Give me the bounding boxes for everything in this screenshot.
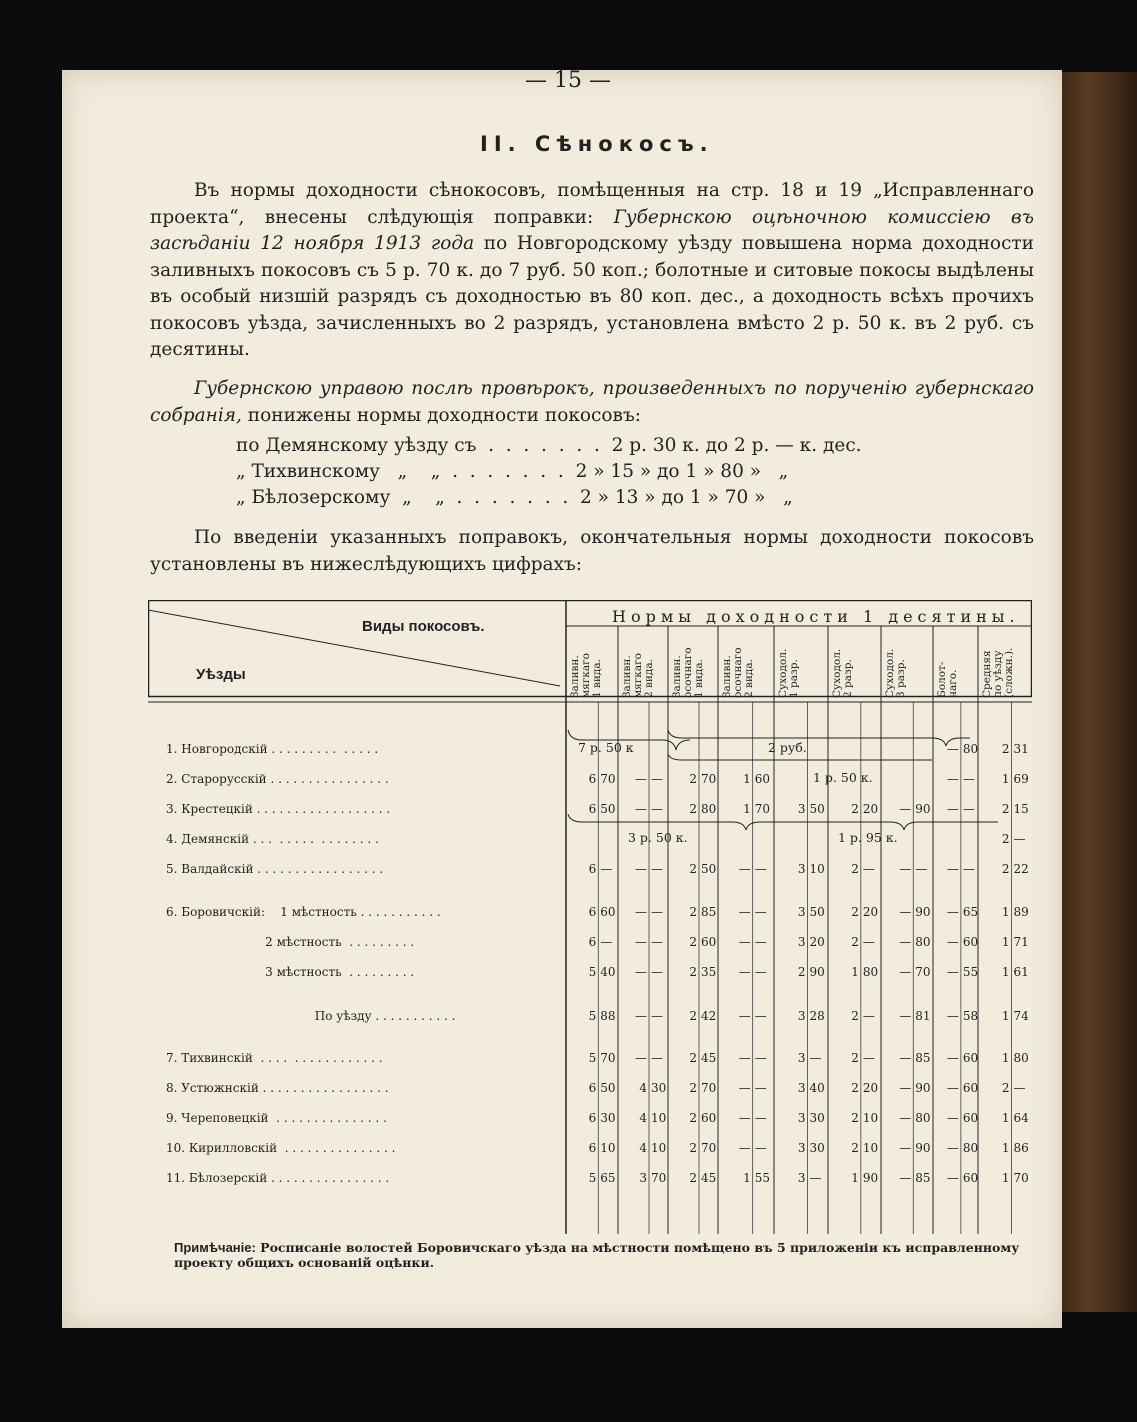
rubles-cell: 3 [797, 862, 806, 876]
kopecks-cell: — [962, 772, 975, 786]
table-row [148, 1081, 1032, 1103]
column-header-text: Суходол. 2 разр. [831, 648, 854, 698]
kopecks-cell: 20 [862, 905, 879, 919]
rubles-cell: — [899, 905, 912, 919]
paragraph-3 [150, 525, 1034, 578]
rubles-cell: 2 [689, 1051, 697, 1065]
kopecks-cell: — [754, 935, 767, 949]
kopecks-cell: 31 [1013, 742, 1029, 756]
kopecks-cell: 64 [1013, 1111, 1029, 1125]
kopecks-cell: 30 [651, 1081, 667, 1095]
rubles-cell: 2 [689, 802, 697, 816]
kopecks-cell: 85 [701, 905, 717, 919]
rubles-cell: 2 [689, 935, 697, 949]
kopecks-cell: 90 [809, 965, 825, 979]
kopecks-cell: — [1013, 832, 1026, 846]
kopecks-cell: 65 [600, 1171, 616, 1185]
rubles-cell: 2 [689, 965, 697, 979]
kopecks-cell: 50 [809, 905, 825, 919]
district-name: 3 мѣстность . . . . . . . . . [166, 965, 415, 979]
kopecks-cell: 60 [962, 1081, 979, 1095]
kopecks-cell: 85 [915, 1171, 931, 1185]
kopecks-cell: 45 [701, 1171, 717, 1185]
rubles-cell: — [946, 935, 959, 949]
district-name: 6. Боровичскій: 1 мѣстность . . . . . . . . . . . [166, 905, 441, 919]
rate-line: по Демянскому уѣзду съ . . . . . . . 2 р. 30 к. до 2 р. — к. дес. [236, 435, 862, 456]
district-name: 10. Кирилловскій . . . . . . . . . . . . . . . [166, 1141, 396, 1155]
column-header [622, 626, 662, 698]
rate-changes-list [236, 433, 976, 511]
rubles-cell: — [635, 1051, 647, 1065]
kopecks-cell: 80 [962, 742, 979, 756]
rubles-cell: 2 [689, 862, 697, 876]
rubles-cell: — [946, 862, 959, 876]
kopecks-cell: 20 [862, 1081, 879, 1095]
kopecks-cell: 85 [915, 1051, 931, 1065]
kopecks-cell: 70 [754, 802, 770, 816]
kopecks-cell: 35 [701, 965, 717, 979]
kopecks-cell: 45 [701, 1051, 717, 1065]
kopecks-cell: — [754, 862, 767, 876]
district-name: 2 мѣстность . . . . . . . . . [166, 935, 415, 949]
rubles-cell: 1 [851, 1171, 859, 1185]
rubles-cell: 6 [588, 862, 597, 876]
district-name: 8. Устюжнскій . . . . . . . . . . . . . . . . . [166, 1081, 389, 1095]
rubles-cell: 2 [689, 1171, 697, 1185]
table-row [148, 905, 1032, 927]
kopecks-cell: 10 [651, 1141, 667, 1155]
kopecks-cell: — [651, 905, 663, 919]
rubles-cell: 5 [588, 1171, 597, 1185]
rubles-cell: — [946, 905, 959, 919]
kopecks-cell: 40 [600, 965, 616, 979]
rubles-cell: 1 [1001, 1009, 1010, 1023]
table-row [148, 1171, 1032, 1193]
rubles-cell: 3 [797, 802, 806, 816]
table-row [148, 1111, 1032, 1133]
district-name: 4. Демянскій . . . . . . . . . . . . . . . . [166, 832, 379, 846]
column-header [570, 626, 610, 698]
rubles-cell: 3 [797, 935, 806, 949]
kopecks-cell: 70 [915, 965, 931, 979]
kopecks-cell: — [651, 1009, 663, 1023]
merged-value: 3 р. 50 к. [628, 830, 688, 845]
kopecks-cell: 10 [862, 1111, 879, 1125]
rubles-cell: — [899, 1081, 912, 1095]
rubles-cell: 2 [689, 905, 697, 919]
kopecks-cell: 50 [600, 1081, 616, 1095]
kopecks-cell: 90 [915, 1081, 931, 1095]
kopecks-cell: — [754, 1111, 767, 1125]
column-header-text: Заливн. осочнаго 2 вида. [721, 647, 755, 698]
rubles-cell: 3 [639, 1171, 647, 1185]
rubles-cell: — [635, 965, 647, 979]
column-header [982, 626, 1022, 698]
rubles-cell: 1 [1001, 1111, 1010, 1125]
kopecks-cell: 80 [701, 802, 717, 816]
rubles-cell: 1 [1001, 1051, 1010, 1065]
table-row [148, 862, 1032, 884]
rubles-cell: — [946, 742, 959, 756]
section-title: II. Сѣнокосъ. [480, 132, 714, 156]
paragraph-2-italic: Губернскою управою послѣ провѣрокъ, произведенныхъ по порученію губернскаго собранія, [150, 378, 1034, 426]
column-header [722, 626, 762, 698]
column-header-text: Суходол. 3 разр. [884, 648, 907, 698]
kopecks-cell: 10 [809, 862, 825, 876]
kopecks-cell: 70 [701, 1081, 717, 1095]
kopecks-cell: — [651, 802, 663, 816]
rate-line: „ Тихвинскому „ „ . . . . . . . 2 » 15 » до 1 » 80 » „ [236, 461, 789, 482]
rubles-cell: — [899, 802, 912, 816]
kopecks-cell: 15 [1013, 802, 1029, 816]
rubles-cell: 3 [797, 1171, 806, 1185]
paragraph-1-text-c: по Новгородскому уѣзду повышена норма доходности заливныхъ покосовъ съ 5 р. 70 к. до 7 руб. 50 коп.; болотные и ситовые покосы выдѣлены въ особый низшій разрядъ съ доходностью въ 80 коп. дес., а доходность всѣхъ прочихъ покосовъ уѣзда, зачисленныхъ во 2 разрядъ, установлена вмѣсто 2 р. 50 к. въ 2 руб. съ десятины. [150, 233, 1034, 360]
column-header [832, 626, 872, 698]
kopecks-cell: 20 [862, 802, 879, 816]
kopecks-cell: 90 [915, 905, 931, 919]
kopecks-cell: 65 [962, 905, 979, 919]
rubles-cell: — [738, 1081, 751, 1095]
rubles-cell: 5 [588, 1051, 597, 1065]
rubles-cell: 1 [1001, 1171, 1010, 1185]
district-name: 5. Валдайскій . . . . . . . . . . . . . . . . . [166, 862, 384, 876]
kopecks-cell: — [754, 1051, 767, 1065]
paragraph-3-text: По введеніи указанныхъ поправокъ, окончательныя нормы доходности покосовъ установлены въ нижеслѣдующихъ цифрахъ: [150, 527, 1034, 575]
column-header [672, 626, 712, 698]
table-row [148, 1009, 1032, 1031]
rubles-cell: — [899, 935, 912, 949]
header-districts-label: Уѣзды [196, 666, 246, 683]
rubles-cell: 1 [1001, 905, 1010, 919]
district-name: 3. Крестецкій . . . . . . . . . . . . . . . . . . [166, 802, 391, 816]
rubles-cell: 2 [851, 1081, 859, 1095]
norms-table [148, 600, 1032, 1234]
kopecks-cell: — [651, 862, 663, 876]
rubles-cell: — [738, 1009, 751, 1023]
rubles-cell: 2 [689, 1111, 697, 1125]
kopecks-cell: — [809, 1171, 822, 1185]
kopecks-cell: — [862, 1051, 875, 1065]
kopecks-cell: 81 [915, 1009, 931, 1023]
kopecks-cell: 55 [962, 965, 979, 979]
kopecks-cell: — [1013, 1081, 1026, 1095]
column-header-text: Суходол. 1 разр. [777, 648, 800, 698]
kopecks-cell: — [962, 862, 975, 876]
kopecks-cell: — [754, 1009, 767, 1023]
district-name: 9. Череповецкій . . . . . . . . . . . . . . . [166, 1111, 387, 1125]
rubles-cell: 1 [1001, 1141, 1010, 1155]
kopecks-cell: 60 [701, 1111, 717, 1125]
rubles-cell: 1 [743, 772, 751, 786]
kopecks-cell: 10 [600, 1141, 616, 1155]
kopecks-cell: 60 [754, 772, 770, 786]
column-header-text: Болот- наго. [936, 661, 959, 698]
rubles-cell: — [738, 935, 751, 949]
column-header [937, 626, 977, 698]
rubles-cell: — [738, 905, 751, 919]
rubles-cell: 2 [851, 802, 859, 816]
rubles-cell: 1 [743, 802, 751, 816]
kopecks-cell: 90 [862, 1171, 879, 1185]
kopecks-cell: 30 [809, 1111, 825, 1125]
merged-value: 1 р. 95 к. [838, 830, 898, 845]
rubles-cell: — [946, 1081, 959, 1095]
rubles-cell: — [899, 1111, 912, 1125]
rubles-cell: 4 [639, 1111, 647, 1125]
rubles-cell: 4 [639, 1081, 647, 1095]
rubles-cell: 6 [588, 1141, 597, 1155]
kopecks-cell: 60 [962, 935, 979, 949]
rubles-cell: 2 [851, 862, 859, 876]
rubles-cell: 2 [689, 1081, 697, 1095]
rubles-cell: 3 [797, 1081, 806, 1095]
rubles-cell: — [738, 1111, 751, 1125]
footnote-text: Росписаніе волостей Боровичскаго уѣзда на мѣстности помѣщено въ 5 приложеніи къ исправленному проекту общихъ основаній оцѣнки. [174, 1240, 1020, 1270]
kopecks-cell: 60 [962, 1111, 979, 1125]
rubles-cell: — [635, 935, 647, 949]
kopecks-cell: 42 [701, 1009, 717, 1023]
kopecks-cell: — [809, 1051, 822, 1065]
rubles-cell: 2 [1001, 742, 1010, 756]
kopecks-cell: 70 [701, 772, 717, 786]
table-row [148, 965, 1032, 987]
rubles-cell: — [946, 1111, 959, 1125]
rubles-cell: — [635, 1009, 647, 1023]
rubles-cell: — [738, 965, 751, 979]
kopecks-cell: 61 [1013, 965, 1029, 979]
kopecks-cell: 90 [915, 802, 931, 816]
rate-line: „ Бѣлозерскому „ „ . . . . . . . 2 » 13 » до 1 » 70 » „ [236, 487, 793, 508]
paragraph-2-text: понижены нормы доходности покосовъ: [241, 404, 641, 426]
kopecks-cell: 70 [701, 1141, 717, 1155]
rubles-cell: — [635, 862, 647, 876]
kopecks-cell: 58 [962, 1009, 979, 1023]
table-row [148, 935, 1032, 957]
rubles-cell: 6 [588, 1111, 597, 1125]
rubles-cell: 5 [588, 965, 597, 979]
kopecks-cell: 70 [600, 1051, 616, 1065]
kopecks-cell: 80 [962, 1141, 979, 1155]
rubles-cell: — [899, 965, 912, 979]
kopecks-cell: 10 [862, 1141, 879, 1155]
rubles-cell: 6 [588, 1081, 597, 1095]
rubles-cell: — [635, 905, 647, 919]
footnote-label: Примѣчаніе: [174, 1240, 256, 1255]
rubles-cell: 1 [743, 1171, 751, 1185]
kopecks-cell: — [915, 862, 928, 876]
rubles-cell: 3 [797, 1141, 806, 1155]
rubles-cell: 1 [851, 965, 859, 979]
kopecks-cell: 28 [809, 1009, 825, 1023]
kopecks-cell: — [754, 1081, 767, 1095]
kopecks-cell: 60 [600, 905, 616, 919]
column-header-text: Заливн. мягкаго 2 вида. [621, 653, 655, 698]
kopecks-cell: — [862, 1009, 875, 1023]
kopecks-cell: — [962, 802, 975, 816]
rubles-cell: 2 [797, 965, 806, 979]
kopecks-cell: — [600, 862, 613, 876]
kopecks-cell: 22 [1013, 862, 1029, 876]
kopecks-cell: — [651, 1051, 663, 1065]
rubles-cell: 2 [851, 1141, 859, 1155]
column-header-text: Заливн. осочнаго 1 вида. [671, 647, 705, 698]
book-spine [1058, 72, 1137, 1312]
rubles-cell: 3 [797, 905, 806, 919]
rubles-cell: — [946, 802, 959, 816]
kopecks-cell: 71 [1013, 935, 1029, 949]
merged-value: 7 р. 50 к [578, 740, 634, 755]
kopecks-cell: — [600, 935, 613, 949]
kopecks-cell: 50 [600, 802, 616, 816]
kopecks-cell: — [754, 1141, 767, 1155]
kopecks-cell: 90 [915, 1141, 931, 1155]
rubles-cell: — [635, 802, 647, 816]
rubles-cell: — [738, 1051, 751, 1065]
paragraph-1-italic: Губернскою оцѣночною комиссіею въ засѣданіи 12 ноября 1913 года [150, 206, 1034, 254]
rubles-cell: 1 [1001, 772, 1010, 786]
kopecks-cell: 30 [809, 1141, 825, 1155]
header-types-label: Виды покосовъ. [362, 618, 485, 635]
rubles-cell: 1 [1001, 965, 1010, 979]
rubles-cell: 2 [851, 905, 859, 919]
kopecks-cell: 40 [809, 1081, 825, 1095]
rubles-cell: 2 [1001, 862, 1010, 876]
rubles-cell: 2 [1001, 832, 1010, 846]
rubles-cell: 2 [851, 935, 859, 949]
rubles-cell: 2 [851, 1009, 859, 1023]
rubles-cell: — [946, 1141, 959, 1155]
district-name: 1. Новгородскій . . . . . . . . . . . . . . [166, 742, 379, 756]
kopecks-cell: 55 [754, 1171, 770, 1185]
rubles-cell: 2 [689, 1009, 697, 1023]
rubles-cell: 3 [797, 1009, 806, 1023]
rubles-cell: — [946, 1051, 959, 1065]
rubles-cell: — [738, 862, 751, 876]
table-row [148, 742, 1032, 764]
kopecks-cell: 70 [651, 1171, 667, 1185]
kopecks-cell: 74 [1013, 1009, 1029, 1023]
rubles-cell: 6 [588, 802, 597, 816]
rubles-cell: — [899, 1171, 912, 1185]
kopecks-cell: — [754, 905, 767, 919]
table-row [148, 1141, 1032, 1163]
kopecks-cell: 50 [809, 802, 825, 816]
paragraph-1-text-a: Въ нормы доходности сѣнокосовъ, помѣщенныя на стр. 18 и 19 „Исправленнаго проекта“, внесены слѣдующія поправки: [150, 180, 1034, 228]
rubles-cell: — [899, 862, 912, 876]
district-name: 2. Старорусскій . . . . . . . . . . . . . . . . [166, 772, 389, 786]
rubles-cell: 5 [588, 1009, 597, 1023]
kopecks-cell: 60 [962, 1051, 979, 1065]
kopecks-cell: 89 [1013, 905, 1029, 919]
table-row [148, 772, 1032, 794]
kopecks-cell: 60 [962, 1171, 979, 1185]
rubles-cell: — [946, 1009, 959, 1023]
district-name: 7. Тихвинскій . . . . . . . . . . . . . . . . [166, 1051, 383, 1065]
merged-value: 2 руб. [768, 740, 807, 755]
kopecks-cell: 80 [915, 935, 931, 949]
kopecks-cell: 10 [651, 1111, 667, 1125]
column-header-text: Заливн. мягкаго 1 вида. [569, 653, 603, 698]
kopecks-cell: 70 [1013, 1171, 1029, 1185]
rubles-cell: 2 [1001, 1081, 1010, 1095]
kopecks-cell: 30 [600, 1111, 616, 1125]
rubles-cell: — [635, 772, 647, 786]
page-number: — 15 — [525, 68, 611, 93]
table-row [148, 832, 1032, 854]
rubles-cell: — [899, 1051, 912, 1065]
kopecks-cell: — [651, 965, 663, 979]
kopecks-cell: 80 [915, 1111, 931, 1125]
kopecks-cell: 80 [862, 965, 879, 979]
district-name: 11. Бѣлозерскій . . . . . . . . . . . . . . . . [166, 1171, 390, 1185]
rubles-cell: 3 [797, 1051, 806, 1065]
kopecks-cell: — [651, 772, 663, 786]
footnote [174, 1240, 1034, 1270]
rubles-cell: 2 [851, 1051, 859, 1065]
column-header-text: Средняя по уѣзду (сложн.). [981, 647, 1015, 698]
kopecks-cell: 20 [809, 935, 825, 949]
kopecks-cell: 60 [701, 935, 717, 949]
rubles-cell: — [899, 1009, 912, 1023]
rubles-cell: 6 [588, 905, 597, 919]
rubles-cell: — [946, 772, 959, 786]
rubles-cell: — [899, 1141, 912, 1155]
column-header [885, 626, 925, 698]
rubles-cell: 2 [1001, 802, 1010, 816]
kopecks-cell: — [651, 935, 663, 949]
kopecks-cell: 80 [1013, 1051, 1029, 1065]
kopecks-cell: 50 [701, 862, 717, 876]
column-header [778, 626, 818, 698]
kopecks-cell: — [862, 935, 875, 949]
rubles-cell: 4 [639, 1141, 647, 1155]
rubles-cell: 2 [689, 1141, 697, 1155]
header-norms-label: Нормы доходности 1 десятины. [612, 607, 1020, 626]
kopecks-cell: 70 [600, 772, 616, 786]
rubles-cell: — [946, 1171, 959, 1185]
table-row [148, 1051, 1032, 1073]
rubles-cell: — [946, 965, 959, 979]
rubles-cell: 6 [588, 935, 597, 949]
paragraph-1 [150, 178, 1034, 364]
kopecks-cell: 69 [1013, 772, 1029, 786]
rubles-cell: 2 [689, 772, 697, 786]
table-row [148, 802, 1032, 824]
paragraph-2 [150, 376, 1034, 429]
kopecks-cell: 86 [1013, 1141, 1029, 1155]
kopecks-cell: — [754, 965, 767, 979]
district-name: По уѣзду . . . . . . . . . . . [166, 1009, 456, 1023]
kopecks-cell: 88 [600, 1009, 616, 1023]
kopecks-cell: — [862, 862, 875, 876]
merged-value: 1 р. 50 к. [813, 770, 873, 785]
rubles-cell: 6 [588, 772, 597, 786]
rubles-cell: 2 [851, 1111, 859, 1125]
rubles-cell: — [738, 1141, 751, 1155]
rubles-cell: 3 [797, 1111, 806, 1125]
rubles-cell: 1 [1001, 935, 1010, 949]
